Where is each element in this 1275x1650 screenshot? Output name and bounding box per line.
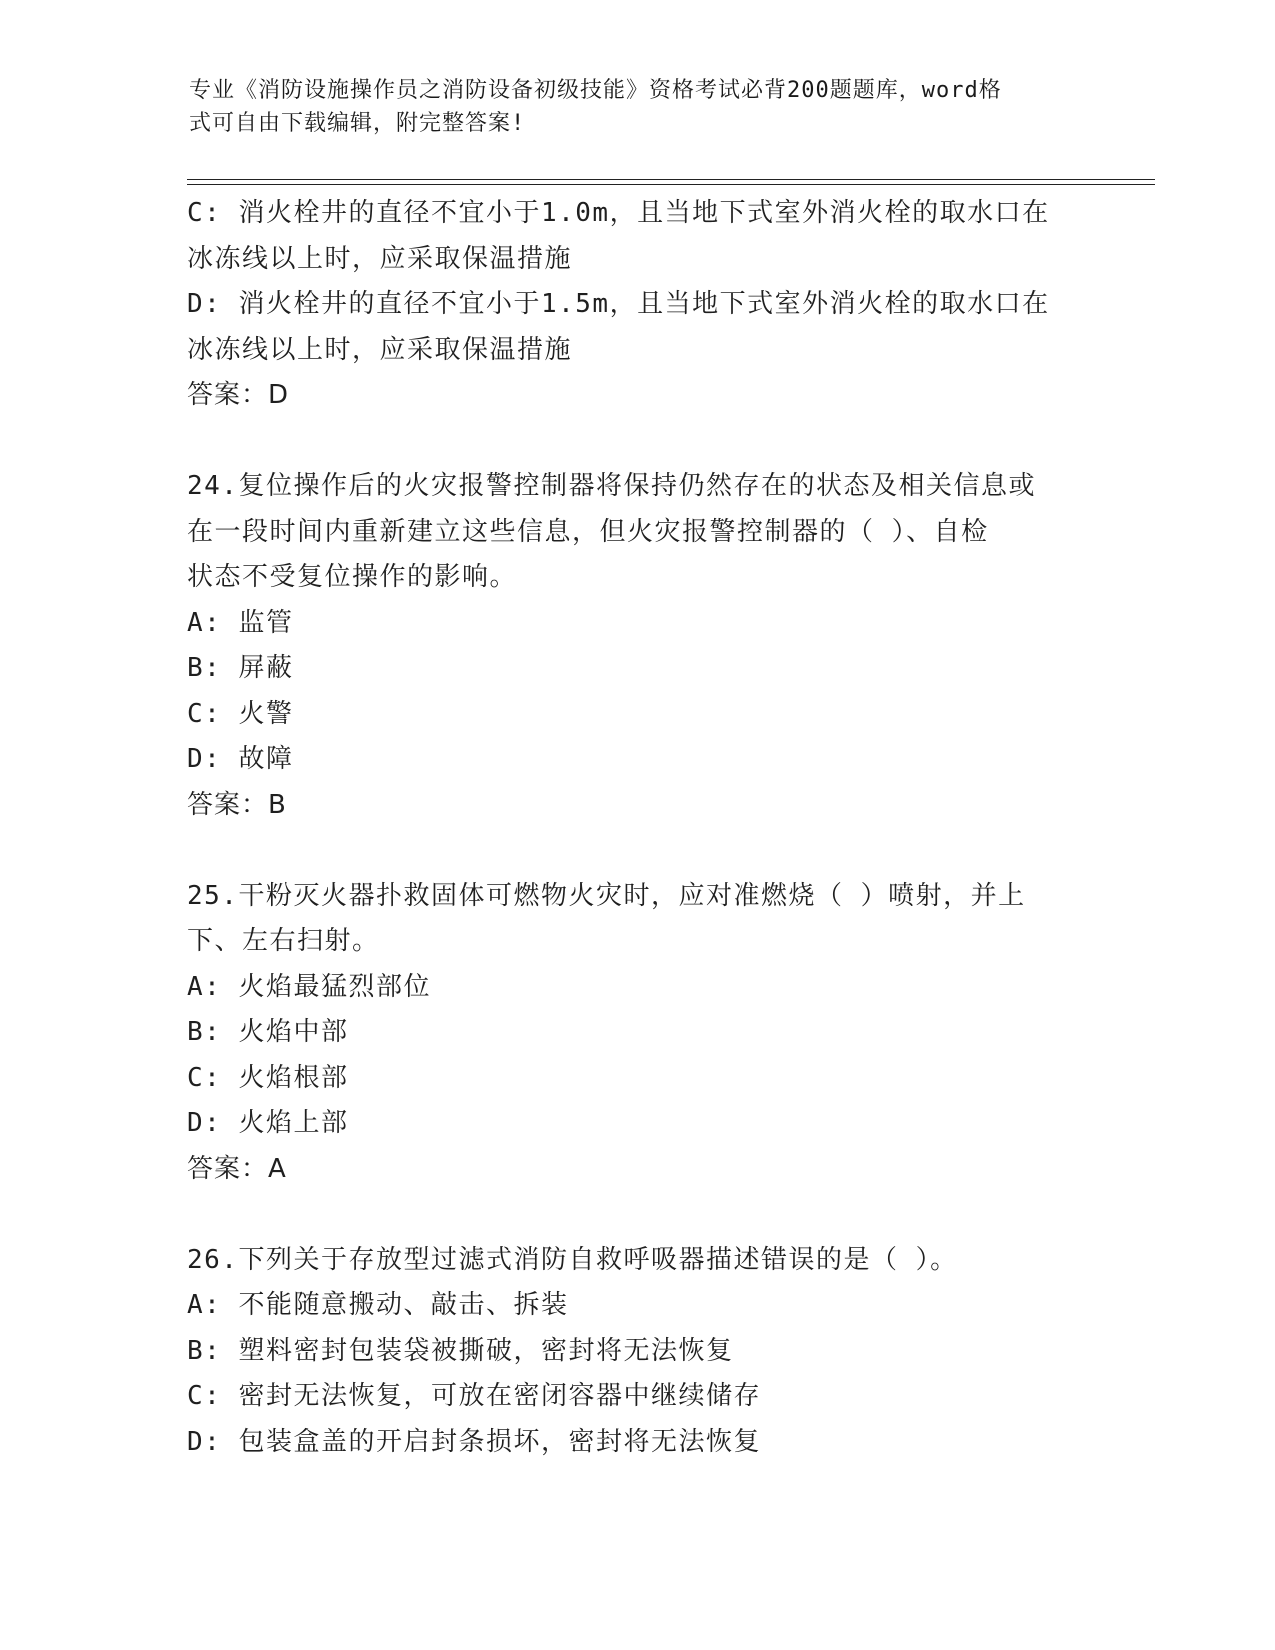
q25-option-c: C: 火焰根部 — [187, 1062, 349, 1093]
q25-option-b: B: 火焰中部 — [187, 1017, 349, 1047]
q26-option-c: C: 密封无法恢复，可放在密闭容器中继续储存 — [187, 1381, 761, 1411]
spacer — [187, 419, 1087, 465]
q24-option-b: B: 屏蔽 — [187, 653, 294, 683]
document-header — [189, 74, 1089, 140]
q24-option-c: C: 火警 — [187, 698, 294, 729]
q24-answer: 答案：B — [187, 789, 287, 820]
q24-stem-line-3: 状态不受复位操作的影响。 — [187, 562, 518, 592]
q24-stem-line-1: 24.复位操作后的火灾报警控制器将保持仍然存在的状态及相关信息或 — [187, 471, 1036, 501]
header-line-1: 专业《消防设施操作员之消防设备初级技能》资格考试必背200题题库，word格 — [189, 78, 1002, 103]
spacer — [187, 828, 1087, 874]
q23-option-c-line-2: 冰冻线以上时，应采取保温措施 — [187, 243, 573, 274]
q25-stem-line-2: 下、左右扫射。 — [187, 926, 380, 956]
q23-answer: 答案：D — [187, 380, 290, 410]
question-content — [187, 191, 1087, 1465]
q25-stem-line-1: 25.干粉灭火器扑救固体可燃物火灾时，应对准燃烧（ ）喷射，并上 — [187, 880, 1026, 911]
q26-stem-line-1: 26.下列关于存放型过滤式消防自救呼吸器描述错误的是（ ）。 — [187, 1244, 958, 1275]
q25-answer: 答案：A — [187, 1153, 287, 1184]
q23-option-c-line-1: C: 消火栓井的直径不宜小于1.0m，且当地下式室外消火栓的取水口在 — [187, 198, 1050, 228]
q23-option-d-line-2: 冰冻线以上时，应采取保温措施 — [187, 334, 573, 365]
question-26 — [187, 1238, 1087, 1466]
q25-option-d: D: 火焰上部 — [187, 1108, 349, 1138]
q26-option-d: D: 包装盒盖的开启封条损坏，密封将无法恢复 — [187, 1426, 761, 1457]
header-line-2: 式可自由下载编辑，附完整答案! — [189, 111, 526, 136]
q24-option-d: D: 故障 — [187, 744, 294, 774]
q26-option-a: A: 不能随意搬动、敲击、拆装 — [187, 1290, 569, 1320]
header-divider-bottom — [187, 184, 1155, 185]
q23-option-d-line-1: D: 消火栓井的直径不宜小于1.5m，且当地下式室外消火栓的取水口在 — [187, 289, 1050, 319]
question-23 — [187, 191, 1087, 419]
question-25 — [187, 874, 1087, 1193]
header-divider-top — [187, 179, 1155, 180]
q25-option-a: A: 火焰最猛烈部位 — [187, 971, 431, 1002]
question-24 — [187, 464, 1087, 828]
spacer — [187, 1192, 1087, 1238]
q24-option-a: A: 监管 — [187, 607, 294, 638]
q26-option-b: B: 塑料密封包装袋被撕破，密封将无法恢复 — [187, 1335, 734, 1366]
q24-stem-line-2: 在一段时间内重新建立这些信息，但火灾报警控制器的（ ）、自检 — [187, 516, 989, 547]
